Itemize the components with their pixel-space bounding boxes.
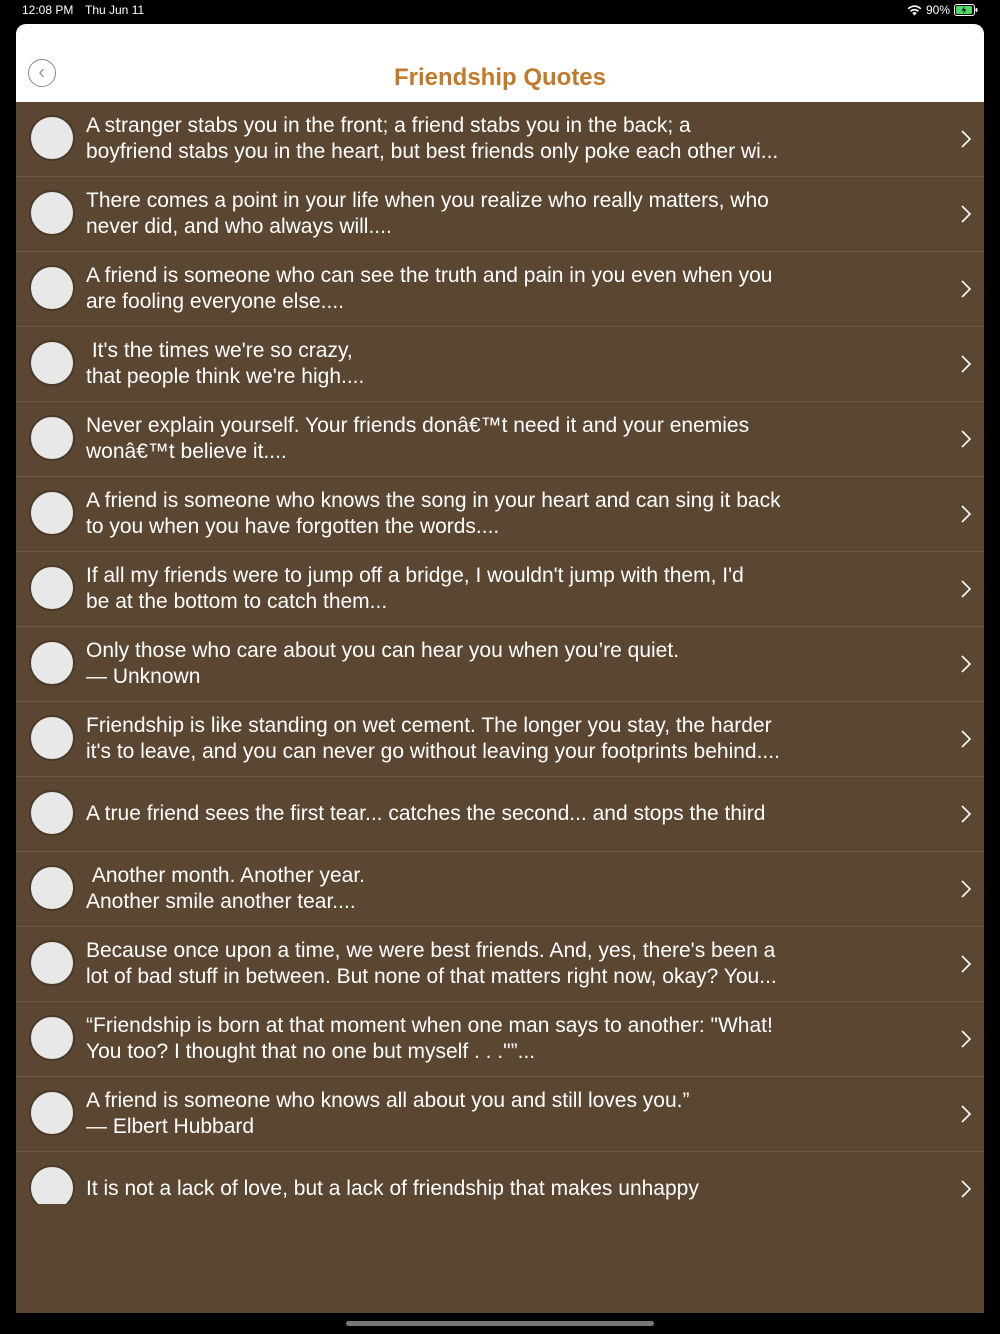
quote-row[interactable] [16, 552, 984, 627]
quote-thumbnail-circle [29, 415, 75, 461]
quote-text: Friendship is like standing on wet cement. The longer you stay, the harder it's to leave, and you can never go without leaving your footprints behind.... [86, 714, 780, 763]
quote-text: If all my friends were to jump off a bridge, I wouldn't jump with them, I'd be at the bottom to catch them... [86, 564, 744, 613]
status-bar [0, 0, 1000, 22]
navigation-bar [16, 24, 984, 102]
home-indicator[interactable] [346, 1321, 654, 1326]
chevron-right-icon [960, 954, 972, 974]
quote-text: Never explain yourself. Your friends donâ€™t need it and your enemies wonâ€™t believe it.... [86, 414, 750, 463]
quote-row[interactable] [16, 1002, 984, 1077]
status-time: 12:08 PM [22, 3, 74, 17]
quote-row[interactable] [16, 627, 984, 702]
chevron-right-icon [960, 654, 972, 674]
quote-row[interactable] [16, 477, 984, 552]
quote-thumbnail-circle [29, 865, 75, 911]
chevron-right-icon [960, 354, 972, 374]
list-footer-space [16, 1204, 984, 1313]
chevron-right-icon [960, 504, 972, 524]
quote-row[interactable] [16, 702, 984, 777]
quote-row[interactable] [16, 1152, 984, 1204]
quote-thumbnail-circle [29, 265, 75, 311]
quote-thumbnail-circle [29, 1090, 75, 1136]
page-title: Friendship Quotes [393, 64, 606, 91]
quote-row[interactable] [16, 327, 984, 402]
quote-text: It is not a lack of love, but a lack of friendship that makes unhappy [86, 1177, 699, 1200]
quote-thumbnail-circle [29, 190, 75, 236]
quote-text: Only those who care about you can hear you when you’re quiet. — Unknown [86, 639, 680, 688]
status-right [907, 3, 978, 17]
quote-thumbnail-circle [29, 640, 75, 686]
quote-text: A friend is someone who can see the truth and pain in you even when you are fooling everyone else.... [86, 264, 773, 313]
quote-thumbnail-circle [29, 490, 75, 536]
chevron-right-icon [960, 804, 972, 824]
chevron-right-icon [960, 879, 972, 899]
quotes-list[interactable] [16, 102, 984, 1204]
quote-row[interactable] [16, 402, 984, 477]
quote-row[interactable] [16, 927, 984, 1002]
app-window [16, 24, 984, 1313]
quote-text: Because once upon a time, we were best friends. And, yes, there's been a lot of bad stuff in between. But none of that matters right now, okay? You... [86, 939, 777, 988]
quote-row[interactable] [16, 102, 984, 177]
battery-icon [954, 4, 978, 16]
quote-text: A stranger stabs you in the front; a friend stabs you in the back; a boyfriend stabs you in the heart, but best friends only poke each other wi... [86, 114, 779, 163]
chevron-right-icon [960, 1179, 972, 1199]
quote-text: “Friendship is born at that moment when one man says to another: "What! You too? I thought that no one but myself . . ."”... [86, 1014, 773, 1063]
quote-row[interactable] [16, 1077, 984, 1152]
quote-row[interactable] [16, 852, 984, 927]
battery-percent: 90% [925, 3, 950, 17]
quote-thumbnail-circle [29, 940, 75, 986]
quote-thumbnail-circle [29, 715, 75, 761]
quote-text: It's the times we're so crazy, that people think we're high.... [86, 339, 365, 388]
chevron-right-icon [960, 1104, 972, 1124]
quote-thumbnail-circle [29, 340, 75, 386]
chevron-right-icon [960, 279, 972, 299]
quote-row[interactable] [16, 252, 984, 327]
quote-text: There comes a point in your life when you realize who really matters, who never did, and who always will.... [86, 189, 769, 238]
quote-thumbnail-circle [29, 1165, 75, 1204]
chevron-right-icon [960, 429, 972, 449]
quote-text: A friend is someone who knows all about you and still loves you.” — Elbert Hubbard [86, 1089, 690, 1138]
wifi-icon [907, 5, 922, 16]
quote-thumbnail-circle [29, 790, 75, 836]
quote-thumbnail-circle [29, 115, 75, 161]
quote-text: Another month. Another year. Another smile another tear.... [86, 864, 366, 913]
chevron-right-icon [960, 729, 972, 749]
chevron-right-icon [960, 1029, 972, 1049]
quote-row[interactable] [16, 177, 984, 252]
quote-text: A friend is someone who knows the song in your heart and can sing it back to you when you have forgotten the words.... [86, 489, 781, 538]
quote-thumbnail-circle [29, 1015, 75, 1061]
chevron-right-icon [960, 204, 972, 224]
status-date: Thu Jun 11 [85, 3, 145, 17]
quote-thumbnail-circle [29, 565, 75, 611]
chevron-right-icon [960, 129, 972, 149]
quote-text: A true friend sees the first tear... catches the second... and stops the third [86, 802, 766, 825]
quote-row[interactable] [16, 777, 984, 852]
chevron-right-icon [960, 579, 972, 599]
